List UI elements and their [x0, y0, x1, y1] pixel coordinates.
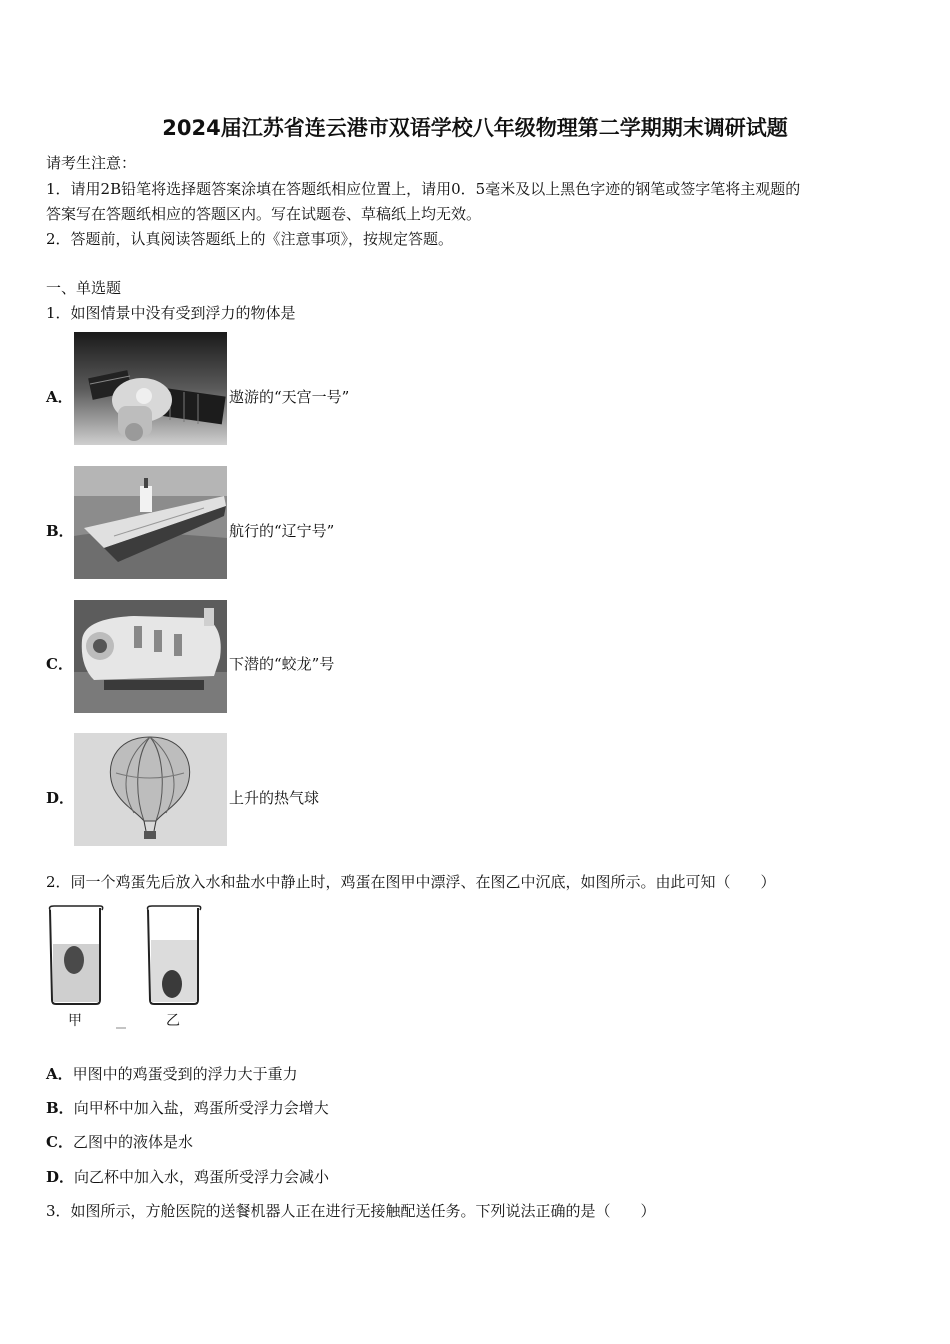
q2-option-a-text: 甲图中的鸡蛋受到的浮力大于重力 [72, 1065, 298, 1083]
beaker-label-yi: 乙 [166, 1013, 180, 1029]
space-station-photo [74, 332, 227, 445]
beaker-figure [44, 900, 214, 1032]
page-title: 2024届江苏省连云港市双语学校八年级物理第二学期期末调研试题 [162, 116, 788, 140]
beaker-label-jia: 甲 [68, 1013, 82, 1029]
q2-option-b-text: 向甲杯中加入盐，鸡蛋所受浮力会增大 [73, 1099, 329, 1117]
aircraft-carrier-photo [74, 466, 227, 579]
q2-option-d-letter: D． [46, 1168, 75, 1186]
q2-option-a-letter: A． [46, 1065, 73, 1083]
question-3-stem: 3．如图所示，方舱医院的送餐机器人正在进行无接触配送任务。下列说法正确的是（ ） [46, 1202, 656, 1220]
section-heading: 一、单选题 [46, 279, 122, 297]
option-letter-c: C． [46, 655, 73, 673]
q2-option-c-text: 乙图中的液体是水 [72, 1133, 193, 1151]
q2-option-b-letter: B． [46, 1099, 74, 1117]
q2-option-c-letter: C． [46, 1133, 73, 1151]
option-caption-d: 上升的热气球 [229, 789, 320, 807]
notice-heading: 请考生注意： [46, 154, 137, 172]
q2-option-d [46, 1166, 329, 1187]
option-letter-b: B． [46, 522, 74, 540]
hot-air-balloon-photo [74, 733, 227, 846]
notice-item-2: 2．答题前，认真阅读答题纸上的《注意事项》，按规定答题。 [46, 230, 454, 248]
q2-option-b [46, 1097, 329, 1118]
option-letter-d: D． [46, 789, 75, 807]
notice-item-1: 1．请用2B铅笔将选择题答案涂填在答题纸相应位置上，请用0．5毫米及以上黑色字迹的钢笔或签字笔将主观题的 [46, 180, 801, 198]
beaker-yi-icon [148, 906, 201, 1004]
q2-option-a [46, 1063, 298, 1084]
notice-item-1-cont: 答案写在答题纸相应的答题区内。写在试题卷、草稿纸上均无效。 [46, 205, 482, 223]
q2-option-d-text: 向乙杯中加入水，鸡蛋所受浮力会减小 [74, 1168, 330, 1186]
question-1-stem: 1．如图情景中没有受到浮力的物体是 [46, 304, 296, 322]
q2-option-c [46, 1131, 193, 1152]
option-letter-a: A． [46, 388, 73, 406]
option-caption-a: 遨游的“天宫一号” [229, 388, 350, 406]
option-caption-c: 下潜的“蛟龙”号 [229, 655, 335, 673]
submersible-photo [74, 600, 227, 713]
question-2-stem: 2．同一个鸡蛋先后放入水和盐水中静止时，鸡蛋在图甲中漂浮、在图乙中沉底，如图所示。由此可知（ ） [46, 873, 776, 891]
option-caption-b: 航行的“辽宁号” [229, 522, 335, 540]
beaker-jia-icon [50, 906, 103, 1004]
